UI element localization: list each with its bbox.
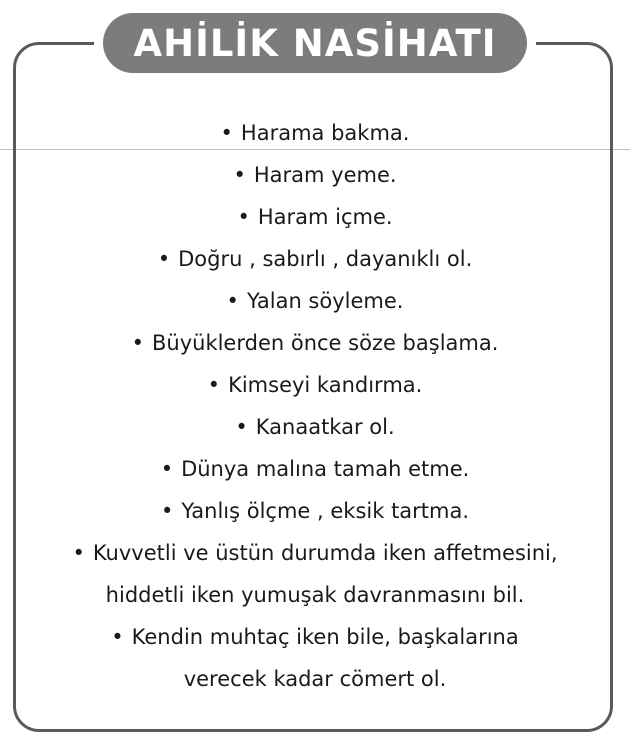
advice-list [18, 112, 612, 700]
page-title: AHİLİK NASİHATI [133, 21, 497, 65]
bullet-icon: • [237, 205, 250, 229]
list-item [18, 490, 612, 532]
list-item [18, 406, 612, 448]
list-item [18, 448, 612, 490]
item-text: Yanlış ölçme , eksik tartma. [181, 499, 470, 523]
title-badge [103, 13, 527, 73]
item-text: Kanaatkar ol. [255, 415, 395, 439]
bullet-icon: • [235, 415, 248, 439]
item-text: Doğru , sabırlı , dayanıklı ol. [178, 247, 473, 271]
item-text: Haram içme. [257, 205, 393, 229]
item-text: Kimseyi kandırma. [228, 373, 423, 397]
list-item [18, 532, 612, 616]
list-item [18, 322, 612, 364]
bullet-icon: • [160, 499, 174, 523]
item-text: Haram yeme. [253, 163, 397, 187]
list-item [18, 280, 612, 322]
item-text: Kuvvetli ve üstün durumda iken affetmesini, [92, 541, 558, 565]
item-text-continued: hiddetli iken yumuşak davranmasını bil. [105, 583, 525, 607]
list-item [18, 154, 612, 196]
bullet-icon: • [233, 163, 246, 187]
list-item [18, 112, 612, 154]
item-text: Dünya malına tamah etme. [181, 457, 470, 481]
item-text: Büyüklerden önce söze başlama. [151, 331, 499, 355]
bullet-icon: • [207, 373, 221, 397]
bullet-icon: • [160, 457, 174, 481]
bullet-icon: • [131, 331, 144, 355]
list-item [18, 196, 612, 238]
item-text: Kendin muhtaç iken bile, başkalarına [131, 625, 519, 649]
bullet-icon: • [157, 247, 171, 271]
bullet-icon: • [72, 541, 85, 565]
bullet-icon: • [226, 289, 239, 313]
list-item [18, 238, 612, 280]
bullet-icon: • [220, 121, 233, 145]
item-text: Harama bakma. [240, 121, 410, 145]
item-text: Yalan söyleme. [246, 289, 404, 313]
bullet-icon: • [111, 625, 124, 649]
list-item [18, 616, 612, 700]
item-text-continued: verecek kadar cömert ol. [183, 667, 447, 691]
list-item [18, 364, 612, 406]
